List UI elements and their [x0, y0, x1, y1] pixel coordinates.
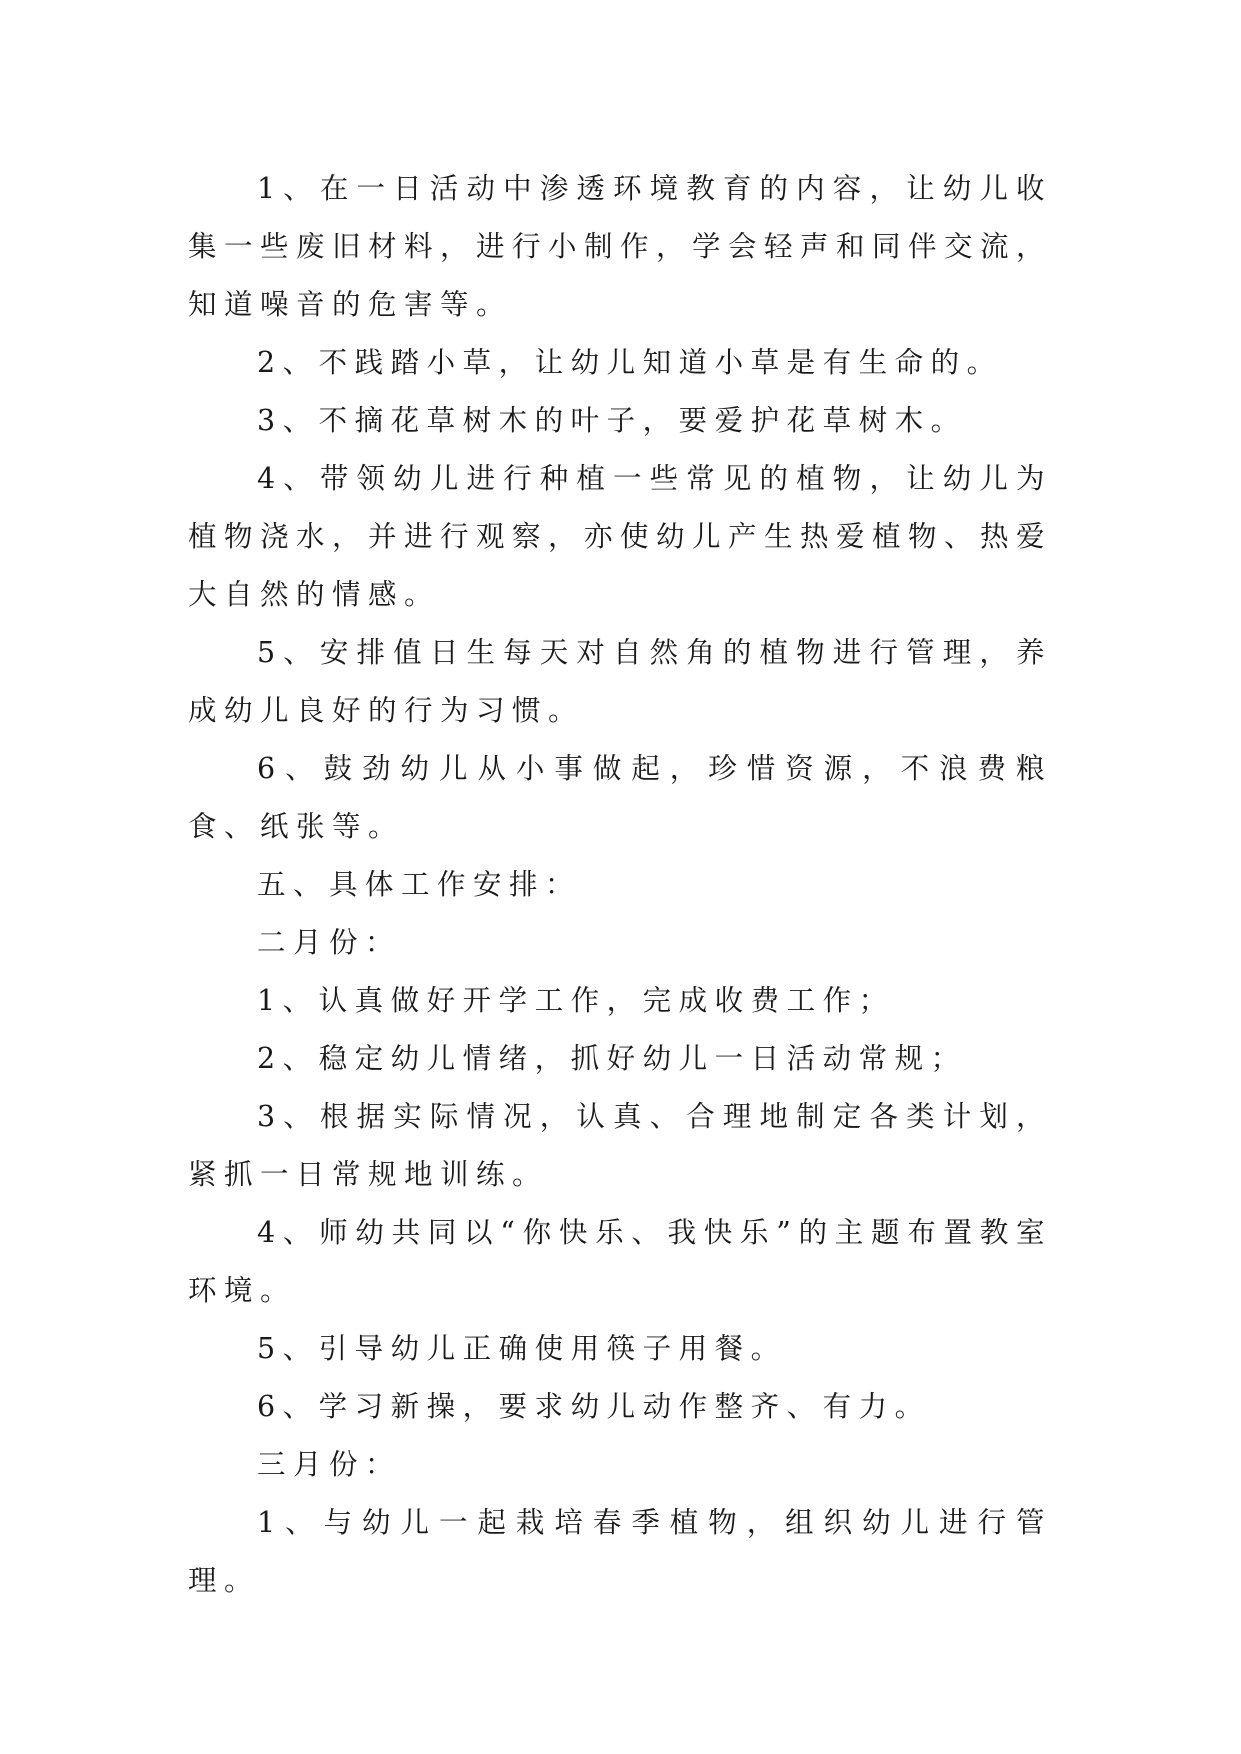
- month-heading: 二月份：: [257, 926, 402, 959]
- section-heading: 五、具体工作安排：: [257, 868, 582, 901]
- paragraph: 6、学习新操，要求幼儿动作整齐、有力。: [257, 1390, 931, 1423]
- paragraph: 1、与幼儿一起栽培春季植物，组织幼儿进行管理。: [188, 1506, 1052, 1597]
- paragraph: 2、不践踏小草，让幼儿知道小草是有生命的。: [257, 346, 1003, 379]
- paragraph: 3、根据实际情况，认真、合理地制定各类计划，紧抓一日常规地训练。: [188, 1100, 1052, 1191]
- paragraph: 1、在一日活动中渗透环境教育的内容，让幼儿收集一些废旧材料，进行小制作，学会轻声和同伴交流，知道噪音的危害等。: [188, 172, 1053, 321]
- paragraph: 2、稳定幼儿情绪，抓好幼儿一日活动常规；: [257, 1042, 967, 1075]
- month-heading: 三月份：: [257, 1448, 402, 1481]
- document-body: [188, 160, 1052, 1610]
- paragraph: 6、鼓劲幼儿从小事做起，珍惜资源，不浪费粮食、纸张等。: [188, 752, 1052, 843]
- paragraph: 3、不摘花草树木的叶子，要爱护花草树木。: [257, 404, 967, 437]
- paragraph: 1、认真做好开学工作，完成收费工作；: [257, 984, 895, 1017]
- paragraph: 4、师幼共同以“你快乐、我快乐”的主题布置教室环境。: [188, 1216, 1052, 1307]
- paragraph: 4、带领幼儿进行种植一些常见的植物，让幼儿为植物浇水，并进行观察，亦使幼儿产生热爱植物、热爱大自然的情感。: [188, 462, 1053, 611]
- paragraph: 5、引导幼儿正确使用筷子用餐。: [257, 1332, 787, 1365]
- paragraph: 5、安排值日生每天对自然角的植物进行管理，养成幼儿良好的行为习惯。: [188, 636, 1052, 727]
